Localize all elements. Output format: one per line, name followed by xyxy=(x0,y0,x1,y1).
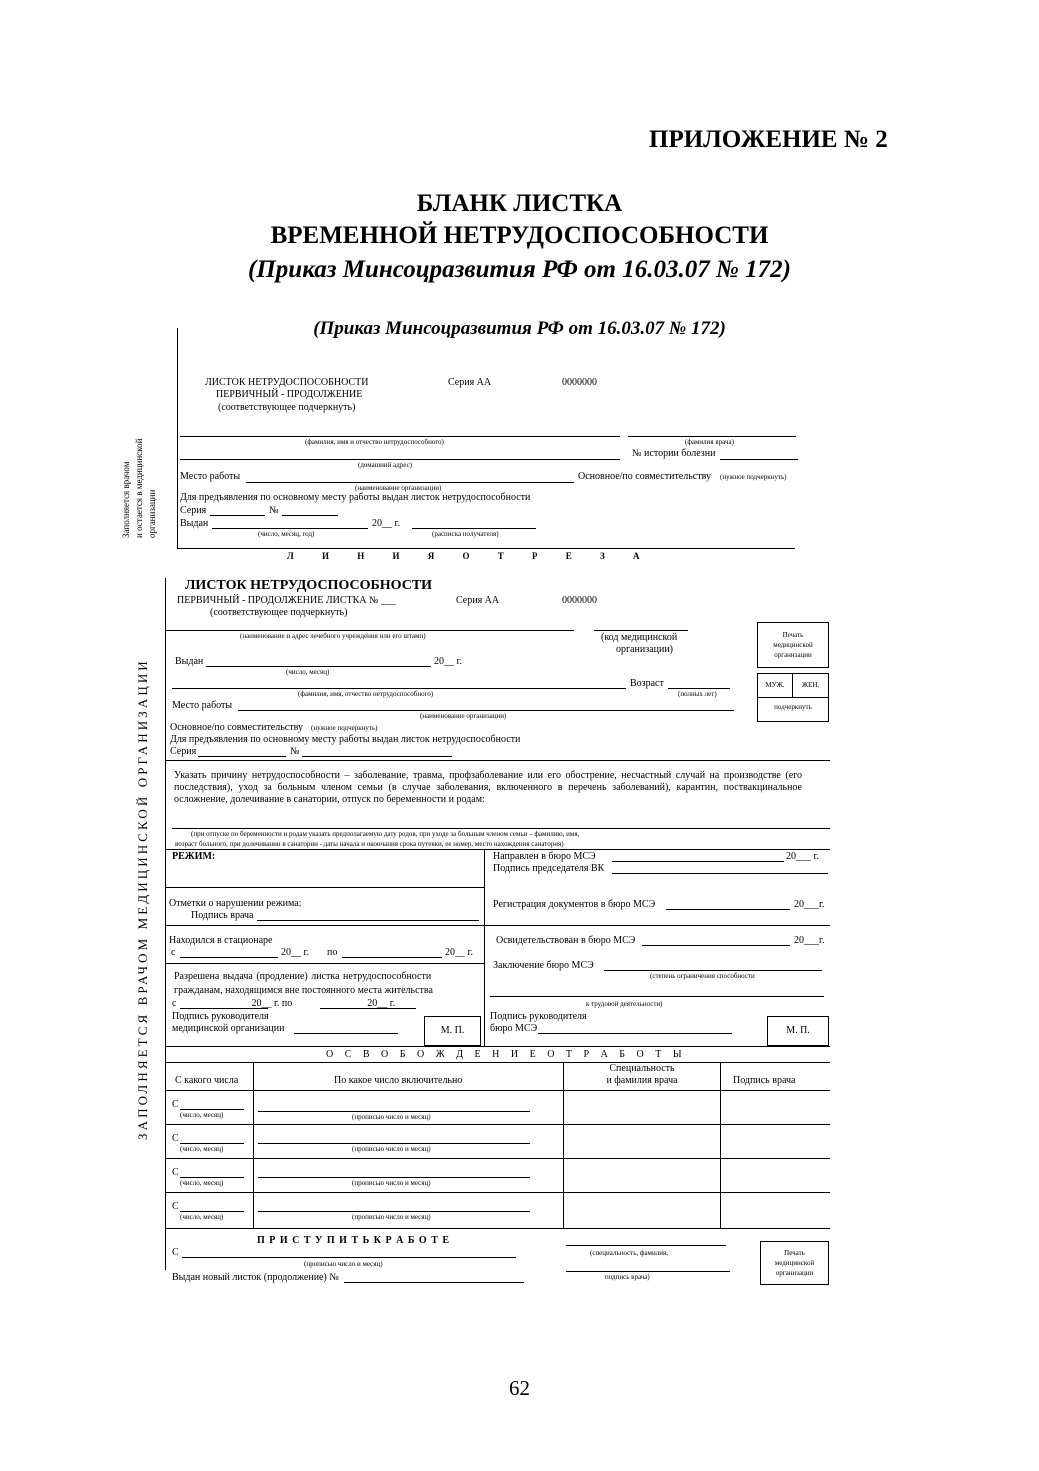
col-sign: Подпись врача xyxy=(733,1075,796,1086)
gender-male-label: МУЖ. xyxy=(765,681,785,689)
stamp-box-1 xyxy=(757,622,829,668)
vk-sign-label: Подпись председателя ВК xyxy=(493,863,605,874)
release-row-2-bottom xyxy=(166,1158,830,1159)
mse-exam-year: 20___г. xyxy=(794,935,825,946)
new-sheet-line[interactable] xyxy=(344,1282,524,1283)
gender-box xyxy=(757,673,829,722)
stub-side-label-1: Заполняется врачом xyxy=(121,461,131,538)
stub-series-label: Серия xyxy=(180,505,207,516)
stub-side-label-3: организации xyxy=(147,489,157,538)
disability-caption: (степень ограничения способности xyxy=(650,972,755,980)
allowed-line-3: с 20__ г. по 20__ г. xyxy=(172,998,396,1009)
stamp-box-1-label: Печать медицинской организации xyxy=(773,631,813,659)
stub-side-label-2: и остается в медицинской xyxy=(134,438,144,538)
mse-sent-year: 20___ г. xyxy=(786,851,819,862)
main-issued-label: Выдан xyxy=(175,656,204,667)
release-row-3-date-line[interactable] xyxy=(180,1177,244,1178)
release-row-1-bottom xyxy=(166,1124,830,1125)
release-row-4-words-line[interactable] xyxy=(258,1211,530,1212)
head-sign-line[interactable] xyxy=(294,1033,398,1034)
regime-top-line xyxy=(166,849,830,850)
gender-underline-label: подчеркнуть xyxy=(774,703,812,711)
page-number: 62 xyxy=(509,1376,530,1400)
hospital-from-line[interactable] xyxy=(180,957,278,958)
release-row-1-date-line[interactable] xyxy=(180,1109,244,1110)
main-inst-caption: (наименование и адрес лечебного учреждения или его штамп) xyxy=(240,632,426,640)
stub-issued-label: Выдан xyxy=(180,518,209,529)
stub-fio-caption: (фамилия, имя и отчество нетрудоспособного) xyxy=(305,438,444,446)
release-row-3-date-caption: (число, месяц) xyxy=(180,1179,224,1187)
stub-workplace-line[interactable] xyxy=(246,482,574,483)
stub-issued-line[interactable] xyxy=(212,528,368,529)
stub-main-part-note: (нужное подчеркнуть) xyxy=(720,473,787,481)
col-spec-2: и фамилия врача xyxy=(606,1075,678,1086)
stub-receipt-line[interactable] xyxy=(412,528,536,529)
stub-no-label: № xyxy=(269,505,279,516)
violations-bottom-line xyxy=(166,925,830,926)
stub-issued-main: Для предъявления по основному месту работы выдан листок нетрудоспособности xyxy=(180,492,531,503)
stub-history-label: № истории болезни xyxy=(632,448,716,459)
mse-head-line[interactable] xyxy=(538,1033,732,1034)
stub-number: 0000000 xyxy=(562,377,597,388)
release-row-3-words-line[interactable] xyxy=(258,1177,530,1178)
mp-box-2-label: М. П. xyxy=(786,1025,810,1036)
main-org-caption: (наименование организации) xyxy=(420,712,507,720)
main-issued-main: Для предъявления по основному месту работы выдан листок нетрудоспособности xyxy=(170,734,521,745)
main-series: Серия АА xyxy=(456,595,500,606)
main-series-line[interactable] xyxy=(198,756,286,757)
stub-org-caption: (наименование организации) xyxy=(355,484,442,492)
allowed-from-line[interactable] xyxy=(180,1008,268,1009)
hospital-year-2: 20__ г. xyxy=(445,947,473,958)
violations-sign-line[interactable] xyxy=(257,920,479,921)
main-left-border xyxy=(165,578,166,1270)
stub-underline-note: (соответствующее подчеркнуть) xyxy=(218,402,356,413)
title-line-1: БЛАНК ЛИСТКА xyxy=(416,190,623,217)
start-work-c: С xyxy=(172,1247,179,1258)
main-year-label: 20__ г. xyxy=(434,656,462,667)
release-header-line xyxy=(166,1062,830,1063)
release-row-4-date-line[interactable] xyxy=(180,1211,244,1212)
mse-exam-label: Освидетельствован в бюро МСЭ xyxy=(496,935,636,946)
main-workplace-line[interactable] xyxy=(238,710,734,711)
spec-caption: (специальность, фамилия, xyxy=(590,1249,668,1257)
start-work-caption: (прописью число и месяц) xyxy=(304,1260,383,1268)
cut-line: Л И Н И Я О Т Р Е З А xyxy=(287,551,653,561)
stub-year-label: 20__ г. xyxy=(372,518,400,529)
stub-bottom-line xyxy=(177,548,795,549)
stub-address-line[interactable] xyxy=(180,459,620,460)
col-from: С какого числа xyxy=(175,1075,239,1086)
stub-history-line[interactable] xyxy=(720,459,798,460)
mse-reg-label: Регистрация документов в бюро МСЭ xyxy=(493,899,656,910)
stub-no-line[interactable] xyxy=(282,515,338,516)
main-title: ЛИСТОК НЕТРУДОСПОСОБНОСТИ xyxy=(185,578,433,593)
gender-male[interactable] xyxy=(758,674,793,698)
hospital-from: с xyxy=(171,947,176,958)
hospital-to: по xyxy=(327,947,338,958)
main-fio-line[interactable] xyxy=(172,688,626,689)
release-row-4-words-caption: (прописью число и месяц) xyxy=(352,1213,431,1221)
vk-sign-line[interactable] xyxy=(612,873,828,874)
release-top-line xyxy=(166,1046,830,1047)
release-row-1-words-caption: (прописью число и месяц) xyxy=(352,1113,431,1121)
hospital-label: Находился в стационаре xyxy=(169,935,273,946)
sign-caption: подпись врача) xyxy=(605,1273,650,1281)
stub-left-border xyxy=(177,328,178,548)
reason-note-1: (при отпуске по беременности и родам указать предполагаемую дату родов, при уходе за больным членом семьи – фамилию, имя, xyxy=(191,830,580,838)
release-row-1-date-caption: (число, месяц) xyxy=(180,1111,224,1119)
main-fio-caption: (фамилия, имя, отчество нетрудоспособного) xyxy=(298,690,434,698)
stamp-box-2-label: Печать медицинской организации xyxy=(774,1249,815,1277)
regime-mid-divider xyxy=(484,849,485,1046)
main-underline-note: (соответствующее подчеркнуть) xyxy=(210,607,348,618)
reason-fill-line[interactable] xyxy=(172,828,830,829)
main-main-part-note: (нужное подчеркнуть) xyxy=(311,724,378,732)
allowed-to-line[interactable] xyxy=(320,1008,416,1009)
release-row-4-c: С xyxy=(172,1201,179,1212)
release-header-bottom xyxy=(166,1090,830,1091)
mse-concl-line-2[interactable] xyxy=(490,996,824,997)
stub-address-caption: (домашний адрес) xyxy=(358,461,413,469)
main-issued-line[interactable] xyxy=(206,666,431,667)
start-work-line[interactable] xyxy=(182,1257,516,1258)
regime-section-line xyxy=(166,887,484,888)
stub-doc-title: ЛИСТОК НЕТРУДОСПОСОБНОСТИ xyxy=(205,377,369,388)
main-main-part-label: Основное/по совместительству xyxy=(170,722,303,733)
col-spec-1: Специальность xyxy=(609,1063,675,1074)
release-row-3-words-caption: (прописью число и месяц) xyxy=(352,1179,431,1187)
new-sheet-label: Выдан новый листок (продолжение) № xyxy=(172,1272,339,1283)
mse-reg-line[interactable] xyxy=(666,909,790,910)
stub-doctor-line[interactable] xyxy=(628,436,796,437)
main-age-caption: (полных лет) xyxy=(678,690,717,698)
main-date-caption: (число, месяц) xyxy=(286,668,330,676)
main-no-line[interactable] xyxy=(302,756,452,757)
hospital-bottom-line xyxy=(166,963,484,964)
main-age-label: Возраст xyxy=(630,678,664,689)
hospital-to-line[interactable] xyxy=(342,957,442,958)
stub-primary: ПЕРВИЧНЫЙ - ПРОДОЛЖЕНИЕ xyxy=(216,389,363,400)
main-workplace-label: Место работы xyxy=(172,700,233,711)
allowed-line-2: гражданам, находящимся вне постоянного места жительства xyxy=(174,985,433,996)
mse-reg-year: 20___г. xyxy=(794,899,825,910)
stub-series: Серия АА xyxy=(448,377,492,388)
mse-head-2: бюро МСЭ xyxy=(490,1023,538,1034)
stub-fio-line[interactable] xyxy=(180,436,620,437)
stub-workplace-label: Место работы xyxy=(180,471,241,482)
release-row-3-c: С xyxy=(172,1167,179,1178)
sign-line[interactable] xyxy=(566,1271,730,1272)
reason-text: Указать причину нетрудоспособности – заболевание, травма, профзаболевание или его обострение, несчастный случай на производстве (его последствия), уход за больным членом семьи (в случае заболевания, включенного в перечень заболеваний), карантин, поствакцинальное осложнение, долечивание в санатории, отпуск по беременности и родам: xyxy=(174,770,802,805)
release-col-div-3 xyxy=(720,1062,721,1228)
stub-series-line[interactable] xyxy=(210,515,265,516)
head-sign-1: Подпись руководителя xyxy=(172,1011,269,1022)
col-to: По какое число включительно xyxy=(334,1075,463,1086)
mp-box-1-label: М. П. xyxy=(440,1025,465,1036)
main-no-label: № xyxy=(290,746,300,757)
main-age-line[interactable] xyxy=(668,688,730,689)
main-primary: ПЕРВИЧНЫЙ - ПРОДОЛЖЕНИЕ ЛИСТКА № ___ xyxy=(177,595,397,606)
release-row-2-date-caption: (число, месяц) xyxy=(180,1145,224,1153)
work-caption: к трудовой деятельности) xyxy=(586,1000,663,1008)
release-row-2-words-line[interactable] xyxy=(258,1143,530,1144)
gender-female-label: ЖЕН. xyxy=(801,681,820,689)
appendix-label: ПРИЛОЖЕНИЕ № 2 xyxy=(649,126,888,153)
violations-doctor-sign: Подпись врача xyxy=(191,910,254,921)
mse-exam-line[interactable] xyxy=(642,945,790,946)
mse-sent-line[interactable] xyxy=(612,861,784,862)
allowed-line-1: Разрешена выдача (продление) листка нетрудоспособности xyxy=(174,971,432,982)
violations-label: Отметки о нарушении режима: xyxy=(169,898,302,909)
reason-note-2: возраст больного, при долечивании в санатории - даты начала и окончания срока путевки, ее номер, место нахождения санатория) xyxy=(175,840,564,848)
mse-head-1: Подпись руководителя xyxy=(490,1011,587,1022)
release-table-bottom xyxy=(166,1228,830,1229)
mp-box-2 xyxy=(767,1016,829,1046)
main-med-code-2: организации) xyxy=(616,644,674,655)
stub-main-part-label: Основное/по совместительству xyxy=(578,471,711,482)
main-code-line[interactable] xyxy=(594,630,688,631)
mse-concl-line[interactable] xyxy=(604,970,822,971)
stub-receipt-caption: (расписка получателя) xyxy=(432,530,499,538)
main-series-line-label: Серия xyxy=(170,746,197,757)
reason-top-line xyxy=(166,760,830,761)
start-work-title: П Р И С Т У П И Т Ь К Р А Б О Т Е xyxy=(257,1235,451,1246)
mse-concl-label: Заключение бюро МСЭ xyxy=(493,960,594,971)
release-row-2-c: С xyxy=(172,1133,179,1144)
order-reference-small: (Приказ Минсоцразвития РФ от 16.03.07 № 172) xyxy=(313,318,726,339)
release-row-1-c: С xyxy=(172,1099,179,1110)
stub-doctor-caption: (фамилия врача) xyxy=(685,438,734,446)
title-line-2: ВРЕМЕННОЙ НЕТРУДОСПОСОБНОСТИ xyxy=(270,222,769,249)
order-reference: (Приказ Минсоцразвития РФ от 16.03.07 № 172) xyxy=(248,256,791,283)
main-inst-line[interactable] xyxy=(166,630,574,631)
head-sign-2: медицинской организации xyxy=(172,1023,285,1034)
release-row-4-date-caption: (число, месяц) xyxy=(180,1213,224,1221)
release-row-2-date-line[interactable] xyxy=(180,1143,244,1144)
gender-female[interactable] xyxy=(793,674,828,698)
release-row-1-words-line[interactable] xyxy=(258,1111,530,1112)
release-col-div-2 xyxy=(563,1062,564,1228)
stub-date-caption: (число, месяц, год) xyxy=(258,530,315,538)
release-row-2-words-caption: (прописью число и месяц) xyxy=(352,1145,431,1153)
release-row-3-bottom xyxy=(166,1192,830,1193)
release-col-div-1 xyxy=(253,1062,254,1228)
regime-label: РЕЖИМ: xyxy=(172,851,216,862)
mp-box-1 xyxy=(424,1016,481,1046)
hospital-year-1: 20__ г. xyxy=(281,947,309,958)
main-med-code: (код медицинской xyxy=(601,632,678,643)
stamp-box-2 xyxy=(760,1241,829,1285)
spec-top-line[interactable] xyxy=(566,1245,726,1246)
mse-sent-label: Направлен в бюро МСЭ xyxy=(493,851,596,862)
main-number: 0000000 xyxy=(562,595,597,606)
release-title: О С В О Б О Ж Д Е Н И Е О Т Р А Б О Т Ы xyxy=(326,1049,687,1060)
main-side-label: ЗАПОЛНЯЕТСЯ ВРАЧОМ МЕДИЦИНСКОЙ ОРГАНИЗАЦИИ xyxy=(135,658,150,1140)
